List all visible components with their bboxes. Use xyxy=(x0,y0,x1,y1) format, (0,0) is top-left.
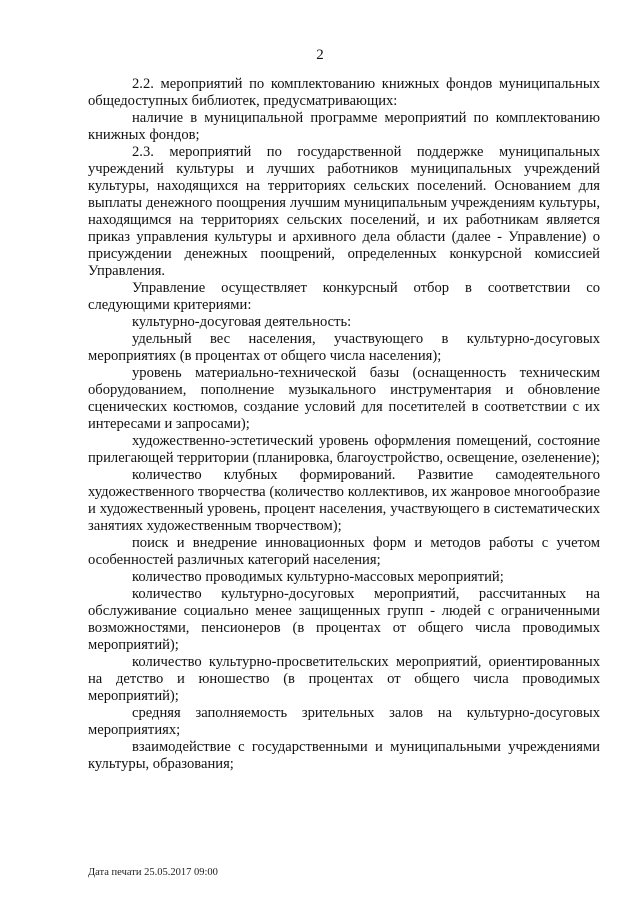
paragraph: уровень материально-технической базы (оснащенность техническим оборудованием, пополнение музыкального инструментария и обновление сценических костюмов, создание условий для посетителей в соответствии с их интересами и запросами); xyxy=(88,365,600,432)
paragraph: 2.3. мероприятий по государственной поддержке муниципальных учреждений культуры и лучших работников муниципальных учреждений культуры, находящихся на территориях сельских поселений. Основанием для выплаты денежного поощрения лучшим муниципальным учреждениям культуры, находящимся на территориях сельских поселений, и их работникам является приказ управления культуры и архивного дела области (далее - Управление) о присуждении денежных поощрений, определенных конкурсной комиссией Управления. xyxy=(88,144,600,279)
paragraph: Управление осуществляет конкурсный отбор в соответствии со следующими критериями: xyxy=(88,280,600,313)
paragraph: удельный вес населения, участвующего в культурно-досуговых мероприятиях (в процентах от общего числа населения); xyxy=(88,331,600,364)
page-number: 2 xyxy=(316,47,324,63)
paragraph: средняя заполняемость зрительных залов на культурно-досуговых мероприятиях; xyxy=(88,705,600,738)
paragraph: количество культурно-просветительских мероприятий, ориентированных на детство и юношество (в процентах от общего числа проводимых мероприятий); xyxy=(88,654,600,704)
print-date-footer: Дата печати 25.05.2017 09:00 xyxy=(88,867,218,878)
paragraph: наличие в муниципальной программе мероприятий по комплектованию книжных фондов; xyxy=(88,110,600,143)
paragraph: культурно-досуговая деятельность: xyxy=(132,314,352,330)
paragraph: количество культурно-досуговых мероприятий, рассчитанных на обслуживание социально менее защищенных групп - людей с ограниченными возможностями, пенсионеров (в процентах от общего числа проводимых мероприятий); xyxy=(88,586,600,653)
paragraph: художественно-эстетический уровень оформления помещений, состояние прилегающей территории (планировка, благоустройство, освещение, озеленение); xyxy=(88,433,600,466)
document-body xyxy=(88,76,600,773)
paragraph: взаимодействие с государственными и муниципальными учреждениями культуры, образования; xyxy=(88,739,600,772)
paragraph: количество проводимых культурно-массовых мероприятий; xyxy=(132,569,504,585)
paragraph: поиск и внедрение инновационных форм и методов работы с учетом особенностей различных категорий населения; xyxy=(88,535,600,568)
paragraph: количество клубных формирований. Развитие самодеятельного художественного творчества (количество коллективов, их жанровое многообразие и художественный уровень, процент населения, участвующего в систематических занятиях художественным творчеством); xyxy=(88,467,600,534)
paragraph: 2.2. мероприятий по комплектованию книжных фондов муниципальных общедоступных библиотек, предусматривающих: xyxy=(88,76,600,109)
